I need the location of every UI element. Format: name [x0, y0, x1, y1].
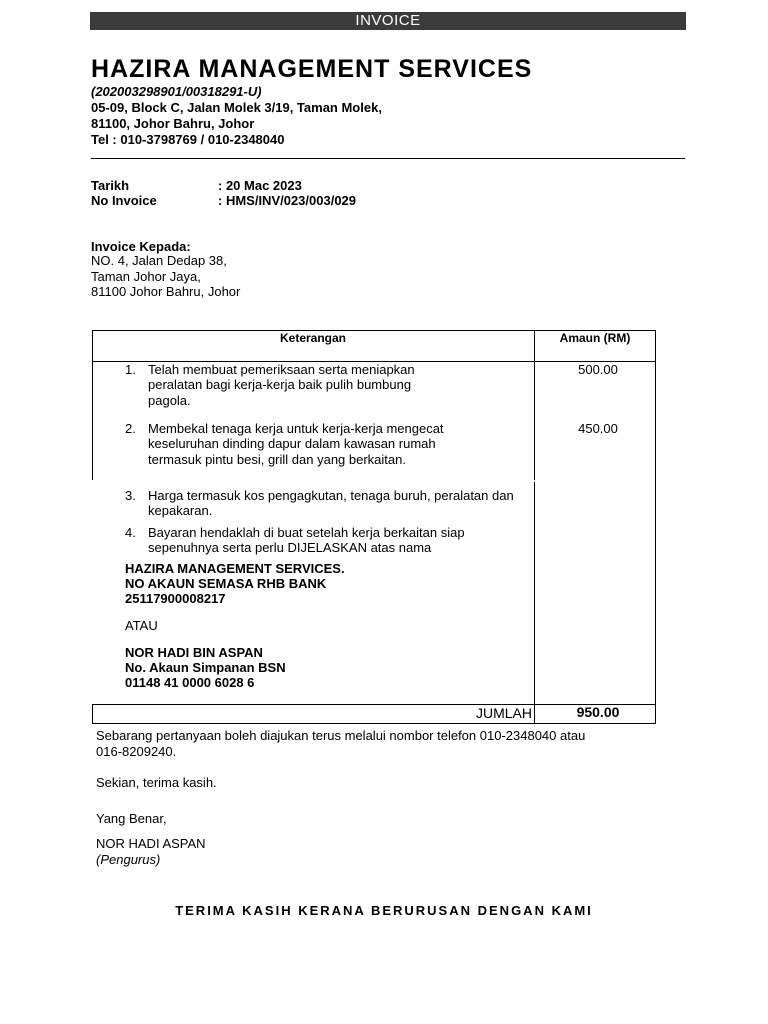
- bank2-account-type: No. Akaun Simpanan BSN: [125, 660, 286, 675]
- bank2-name: NOR HADI BIN ASPAN: [125, 645, 263, 660]
- bank1-account-number: 25117900008217: [125, 591, 226, 606]
- item-1-line3: pagola.: [148, 393, 191, 408]
- bank1-name: HAZIRA MANAGEMENT SERVICES.: [125, 561, 345, 576]
- invoice-number-value: : HMS/INV/023/003/029: [218, 193, 357, 208]
- date-label: Tarikh: [91, 178, 130, 193]
- invoice-number-label: No Invoice: [91, 193, 157, 208]
- item-4-line2: sepenuhnya serta perlu DIJELASKAN atas nama: [148, 540, 432, 555]
- item-1-line1: Telah membuat pemeriksaan serta meniapkan: [148, 362, 415, 377]
- bank2-account-number: 01148 41 0000 6028 6: [125, 675, 255, 690]
- signatory-name: NOR HADI ASPAN: [96, 836, 206, 851]
- company-name: HAZIRA MANAGEMENT SERVICES: [91, 55, 533, 83]
- table-left-border-lower: [92, 704, 93, 724]
- item-2-line2: keseluruhan dinding dapur dalam kawasan rumah: [148, 436, 436, 451]
- table-right-border: [655, 330, 656, 724]
- total-label: JUMLAH: [475, 705, 532, 721]
- bank1-account-type: NO AKAUN SEMASA RHB BANK: [125, 576, 327, 591]
- item-1-number: 1.: [125, 362, 136, 377]
- bill-to-label: Invoice Kepada:: [91, 239, 191, 254]
- item-2-line3: termasuk pintu besi, grill dan yang berkaitan.: [148, 452, 406, 467]
- bill-to-line1: NO. 4, Jalan Dedap 38,: [91, 253, 227, 268]
- signatory-title: (Pengurus): [96, 852, 161, 867]
- inquiry-line1: Sebarang pertanyaan boleh diajukan terus melalui nombor telefon 010-2348040 atau: [96, 728, 586, 743]
- bill-to-line2: Taman Johor Jaya,: [91, 269, 201, 284]
- closing-message: TERIMA KASIH KERANA BERURUSAN DENGAN KAMI: [175, 903, 593, 918]
- item-3-number: 3.: [125, 488, 136, 503]
- item-2-line1: Membekal tenaga kerja untuk kerja-kerja mengecat: [148, 421, 444, 436]
- bill-to-line3: 81100 Johor Bahru, Johor: [91, 284, 241, 299]
- company-address-line2: 81100, Johor Bahru, Johor: [91, 116, 255, 131]
- total-value: 950.00: [576, 704, 620, 720]
- company-tel: Tel : 010-3798769 / 010-2348040: [91, 132, 285, 147]
- item-4-number: 4.: [125, 525, 136, 540]
- header-divider: [91, 158, 685, 159]
- item-1-amount: 500.00: [578, 362, 618, 377]
- sign-off: Yang Benar,: [96, 811, 167, 826]
- item-3-line2: kepakaran.: [148, 503, 213, 518]
- table-bottom-border: [92, 723, 656, 724]
- table-left-border-upper: [92, 330, 93, 480]
- company-address-line1: 05-09, Block C, Jalan Molek 3/19, Taman Molek,: [91, 100, 382, 115]
- item-1-line2: peralatan bagi kerja-kerja baik pulih bumbung: [148, 377, 412, 392]
- closing-thanks: Sekian, terima kasih.: [96, 775, 217, 790]
- company-registration: (202003298901/00318291-U): [91, 84, 262, 99]
- table-column-divider-upper: [534, 330, 535, 480]
- date-value: : 20 Mac 2023: [218, 178, 302, 193]
- item-4-line1: Bayaran hendaklah di buat setelah kerja berkaitan siap: [148, 525, 465, 540]
- column-header-amount: Amaun (RM): [559, 331, 631, 345]
- column-header-description: Keterangan: [279, 331, 347, 345]
- or-separator: ATAU: [125, 618, 158, 633]
- invoice-banner: INVOICE: [90, 12, 686, 30]
- item-3-line1: Harga termasuk kos pengagkutan, tenaga buruh, peralatan dan: [148, 488, 514, 503]
- item-2-amount: 450.00: [578, 421, 618, 436]
- item-2-number: 2.: [125, 421, 136, 436]
- table-column-divider-lower: [534, 482, 535, 724]
- inquiry-line2: 016-8209240.: [96, 744, 177, 759]
